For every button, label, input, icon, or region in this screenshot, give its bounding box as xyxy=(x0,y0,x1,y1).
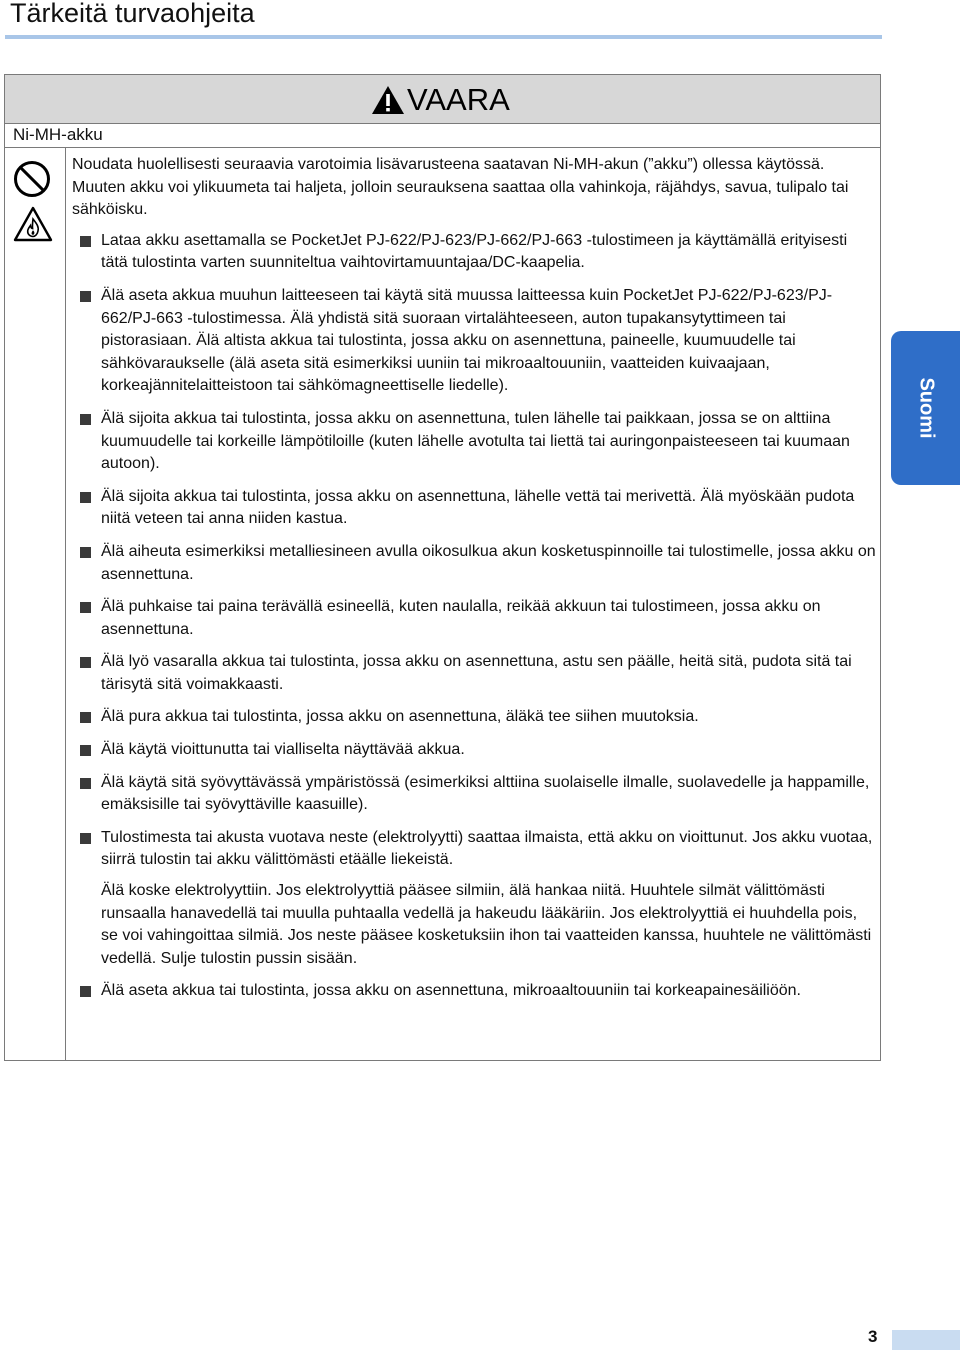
list-item xyxy=(72,772,877,817)
danger-header xyxy=(5,75,880,124)
bullet-square-icon xyxy=(80,236,91,247)
bullet-square-icon xyxy=(80,778,91,789)
prohibition-icon xyxy=(13,160,51,198)
bullet-square-icon xyxy=(80,657,91,668)
list-item-text: Tulostimesta tai akusta vuotava neste (elektrolyytti) saattaa ilmaista, että akku on vioittunut. Jos akku vuotaa, siirrä tulostin tai akku välittömästi etäälle liekeistä. xyxy=(101,828,873,869)
list-item xyxy=(72,706,877,729)
list-item xyxy=(72,408,877,476)
list-item xyxy=(72,980,877,1003)
language-tab-label: Suomi xyxy=(915,377,937,439)
fire-warning-icon xyxy=(13,206,53,242)
warning-content xyxy=(72,154,877,1013)
list-item-text: Älä sijoita akkua tai tulostinta, jossa akku on asennettuna, lähelle vettä tai merivettä. Älä myöskään pudota niitä veteen tai anna niiden kastua. xyxy=(101,487,855,528)
list-item xyxy=(72,651,877,696)
page-number: 3 xyxy=(868,1327,878,1346)
list-item-text: Älä käytä sitä syövyttävässä ympäristössä (esimerkiksi alttiina suolaiselle ilmalle, suolavedelle ja happamille, emäksisille tai syövyttäville kaasuille). xyxy=(101,773,870,814)
warning-triangle-icon xyxy=(371,85,405,115)
list-item-text: Älä lyö vasaralla akkua tai tulostinta, jossa akku on asennettuna, astu sen päälle, heitä sitä, pudota sitä tai tärisytä sitä voimakkaasti. xyxy=(101,653,852,693)
list-item xyxy=(72,739,877,762)
list-item xyxy=(72,285,877,398)
bullet-square-icon xyxy=(80,602,91,613)
bullet-square-icon xyxy=(80,986,91,997)
list-item xyxy=(72,541,877,586)
icon-column xyxy=(5,148,66,1060)
list-item-text: Älä puhkaise tai paina terävällä esineellä, kuten naulalla, reikää akkuun tai tulostimeen, jossa akku on asennettuna. xyxy=(101,598,821,638)
list-item-text: Älä aseta akkua tai tulostinta, jossa akku on asennettuna, mikroaaltouuniin tai korkeapainesäiliöön. xyxy=(101,982,801,1000)
intro-paragraph: Noudata huolellisesti seuraavia varotoimia lisävarusteena saatavan Ni-MH-akun (”akku”) ollessa käytössä. Muuten akku voi ylikuumeta tai haljeta, jolloin seurauksena saattaa olla vahinkoja, räjähdys, savua, tulipalo tai sähköisku. xyxy=(72,156,849,219)
category-label: Ni-MH-akku xyxy=(13,125,103,144)
danger-heading xyxy=(371,79,510,121)
list-item-text: Älä pura akkua tai tulostinta, jossa akku on asennettuna, äläkä tee siihen muutoksia. xyxy=(101,708,699,726)
page-number-bar xyxy=(892,1330,960,1350)
bullet-square-icon xyxy=(80,833,91,844)
list-item xyxy=(72,486,877,531)
list-item-text: Älä käytä vioittunutta tai vialliselta näyttävää akkua. xyxy=(101,741,465,759)
bullet-square-icon xyxy=(80,291,91,302)
list-item-text: Älä aiheuta esimerkiksi metalliesineen avulla oikosulkua akun kosketuspinnoille tai tulostimelle, jossa akku on asennettuna. xyxy=(101,542,876,583)
bullet-square-icon xyxy=(80,745,91,756)
list-item xyxy=(72,230,877,275)
language-tab xyxy=(891,331,960,485)
title-underline xyxy=(5,35,882,39)
bullet-square-icon xyxy=(80,414,91,425)
bullet-square-icon xyxy=(80,492,91,503)
category-row xyxy=(5,123,880,148)
list-item-followup: Älä koske elektrolyyttiin. Jos elektrolyyttiä pääsee silmiin, älä hankaa niitä. Huuhtele silmät välittömästi runsaalla hanavedellä tai muulla puhtaalla vedellä ja hakeudu lääkäriin. Jos elektrolyyttiä ei huuhdella pois, se voi vahingoittaa silmiä. Jos neste pääsee kosketuksiin ihon tai vaatteiden kanssa, huuhtele ne välittömästi vedellä. Sulje tulostin pussin sisään. xyxy=(101,882,872,967)
list-item-text: Älä sijoita akkua tai tulostinta, jossa akku on asennettuna, tulen lähelle tai paikkaan, jossa se on alttiina kuumuudelle tai korkeille lämpötiloille (kuten lähelle avotulta tai liettä tai auringonpaisteeseen tai kuumaan autoon). xyxy=(101,409,850,473)
danger-signal-word: VAARA xyxy=(407,82,510,117)
list-item xyxy=(72,827,877,872)
warning-box xyxy=(4,74,881,1061)
bullet-square-icon xyxy=(80,547,91,558)
page-title: Tärkeitä turvaohjeita xyxy=(10,0,255,28)
list-item xyxy=(72,596,877,641)
bullet-square-icon xyxy=(80,712,91,723)
list-item-text: Lataa akku asettamalla se PocketJet PJ-622/PJ-623/PJ-662/PJ-663 -tulostimeen ja käyttämällä erityisesti tätä tulostinta varten suunniteltua vaihtovirtamuuntajaa/DC-kaapelia. xyxy=(101,231,848,272)
list-item-text: Älä aseta akkua muuhun laitteeseen tai käytä sitä muussa laitteessa kuin PocketJet PJ-622/PJ-623/PJ-662/PJ-663 -tulostimessa. Älä yhdistä sitä suoraan virtalähteeseen, auton tupakansytyttimeen tai pistorasiaan. Älä altista akkua tai tulostinta, jossa akku on asennettuna, paineelle, kuumuudelle tai sähkövaraukselle (älä aseta sitä esimerkiksi uuniin tai mikroaaltouuniin, vaatteiden kuivaajaan, korkeajännitelaitteistoon tai sähkömagneettiselle liedelle). xyxy=(101,286,833,395)
